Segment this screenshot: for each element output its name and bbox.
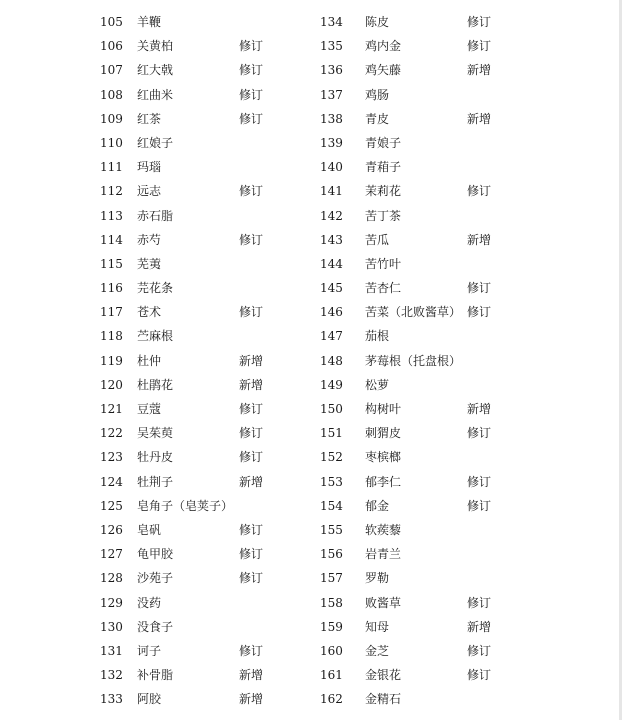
- item-number: 155: [320, 522, 343, 537]
- item-number: 128: [100, 571, 123, 586]
- item-number: 111: [100, 160, 123, 175]
- item-number: 106: [100, 39, 123, 54]
- item-number: 146: [320, 305, 343, 320]
- item-name: 没食子: [137, 619, 174, 634]
- item-number: 156: [320, 547, 343, 562]
- item-status: 修订: [239, 402, 264, 416]
- item-number: 159: [320, 619, 343, 634]
- item-number: 119: [100, 353, 123, 368]
- item-name: 诃子: [137, 643, 162, 658]
- item-status: 新增: [239, 692, 264, 707]
- item-status: 新增: [239, 474, 264, 489]
- item-status: 修订: [239, 643, 264, 658]
- item-number: 150: [320, 402, 343, 416]
- item-number: 140: [320, 160, 343, 175]
- item-name: 罗勒: [365, 571, 390, 586]
- item-name: 沙苑子: [137, 571, 174, 586]
- item-number: 122: [100, 426, 123, 441]
- item-number: 160: [320, 643, 343, 658]
- item-number: 148: [320, 353, 343, 368]
- item-name: 远志: [137, 184, 162, 199]
- item-status: 修订: [467, 498, 492, 513]
- item-name: 牡丹皮: [137, 450, 174, 465]
- item-number: 153: [320, 474, 343, 489]
- item-name: 红娘子: [137, 135, 174, 150]
- item-status: 修订: [239, 63, 264, 78]
- item-name: 岩青兰: [365, 547, 402, 562]
- item-number: 121: [100, 402, 123, 416]
- item-number: 138: [320, 111, 343, 126]
- item-name: 苦菜（北败酱草）: [365, 305, 462, 320]
- item-number: 133: [100, 692, 123, 707]
- item-number: 113: [100, 208, 123, 223]
- item-status: 修订: [239, 111, 264, 126]
- item-name: 松萝: [365, 377, 390, 392]
- item-status: 新增: [239, 353, 264, 368]
- item-name: 补骨脂: [137, 668, 174, 683]
- item-name: 苦瓜: [365, 232, 390, 247]
- item-number: 131: [100, 643, 123, 658]
- item-name: 枣槟榔: [365, 450, 402, 465]
- item-number: 110: [100, 135, 123, 150]
- item-number: 151: [320, 426, 343, 441]
- item-name: 知母: [365, 619, 390, 634]
- item-number: 162: [320, 692, 343, 707]
- item-name: 青皮: [365, 111, 390, 126]
- item-name: 红茶: [137, 111, 162, 126]
- item-status: 修订: [467, 281, 492, 296]
- item-number: 129: [100, 595, 123, 610]
- item-name: 金芝: [365, 643, 390, 658]
- item-number: 149: [320, 377, 343, 392]
- item-number: 142: [320, 208, 343, 223]
- item-number: 158: [320, 595, 343, 610]
- item-number: 157: [320, 571, 343, 586]
- item-status: 新增: [239, 377, 264, 392]
- item-status: 修订: [467, 15, 492, 29]
- item-name: 龟甲胶: [137, 547, 174, 562]
- item-number: 115: [100, 256, 123, 271]
- item-number: 147: [320, 329, 343, 344]
- item-number: 114: [100, 232, 123, 247]
- item-name: 芫花条: [137, 281, 174, 296]
- item-number: 143: [320, 232, 343, 247]
- item-status: 修订: [239, 547, 264, 562]
- item-name: 金银花: [365, 668, 402, 683]
- item-name: 关黄柏: [137, 39, 174, 54]
- item-number: 108: [100, 87, 123, 102]
- item-number: 132: [100, 668, 123, 683]
- item-name: 阿胶: [137, 692, 162, 707]
- item-number: 136: [320, 63, 343, 78]
- item-number: 127: [100, 547, 123, 562]
- item-name: 鸡肠: [365, 87, 390, 102]
- item-name: 刺猬皮: [365, 426, 402, 441]
- item-number: 120: [100, 377, 123, 392]
- item-status: 修订: [239, 305, 264, 320]
- item-status: 新增: [467, 63, 492, 78]
- item-name: 苦竹叶: [365, 256, 402, 271]
- item-name: 苍术: [137, 305, 162, 320]
- item-number: 118: [100, 329, 123, 344]
- item-status: 修订: [239, 39, 264, 54]
- item-status: 新增: [467, 232, 492, 247]
- item-number: 144: [320, 256, 343, 271]
- item-number: 137: [320, 87, 343, 102]
- item-number: 123: [100, 450, 123, 465]
- item-name: 苦杏仁: [365, 281, 402, 296]
- item-name: 苎麻根: [137, 329, 174, 344]
- item-name: 红曲米: [137, 87, 174, 102]
- item-name: 败酱草: [365, 595, 402, 610]
- item-name: 鸡矢藤: [365, 63, 402, 78]
- item-name: 郁李仁: [365, 474, 402, 489]
- item-name: 芜荑: [137, 256, 162, 271]
- item-number: 135: [320, 39, 343, 54]
- item-status: 修订: [239, 450, 264, 465]
- item-name: 青娘子: [365, 135, 402, 150]
- item-status: 修订: [467, 426, 492, 441]
- item-status: 修订: [467, 305, 492, 320]
- item-status: 修订: [467, 474, 492, 489]
- item-number: 161: [320, 668, 343, 683]
- item-number: 112: [100, 184, 123, 199]
- item-status: 新增: [239, 668, 264, 683]
- item-number: 139: [320, 135, 343, 150]
- item-name: 构树叶: [365, 402, 402, 416]
- item-name: 牡荆子: [137, 474, 174, 489]
- item-number: 117: [100, 305, 123, 320]
- item-status: 修订: [239, 571, 264, 586]
- item-number: 107: [100, 63, 123, 78]
- item-status: 修订: [467, 595, 492, 610]
- item-number: 152: [320, 450, 343, 465]
- item-name: 茅莓根（托盘根）: [365, 353, 462, 368]
- item-number: 145: [320, 281, 343, 296]
- item-status: 修订: [467, 643, 492, 658]
- item-status: 修订: [239, 184, 264, 199]
- item-status: 修订: [239, 522, 264, 537]
- item-name: 郁金: [365, 498, 390, 513]
- item-status: 修订: [467, 184, 492, 199]
- item-status: 新增: [467, 111, 492, 126]
- item-status: 新增: [467, 402, 492, 416]
- item-status: 修订: [239, 426, 264, 441]
- item-name: 青葙子: [365, 160, 402, 175]
- item-number: 105: [100, 15, 123, 29]
- item-name: 赤芍: [137, 232, 162, 247]
- item-name: 豆蔻: [137, 402, 162, 416]
- item-name: 茄根: [365, 329, 390, 344]
- item-name: 赤石脂: [137, 208, 174, 223]
- item-name: 玛瑙: [137, 160, 162, 175]
- item-status: 新增: [467, 619, 492, 634]
- item-name: 红大戟: [137, 63, 174, 78]
- item-name: 陈皮: [365, 15, 390, 29]
- item-number: 154: [320, 498, 343, 513]
- item-number: 134: [320, 15, 343, 29]
- item-name: 杜仲: [137, 353, 162, 368]
- item-name: 茉莉花: [365, 184, 402, 199]
- item-number: 126: [100, 522, 123, 537]
- item-name: 苦丁茶: [365, 208, 402, 223]
- item-number: 109: [100, 111, 123, 126]
- item-name: 吴茱萸: [137, 426, 174, 441]
- item-status: 修订: [467, 39, 492, 54]
- item-name: 皂角子（皂荚子）: [137, 498, 234, 513]
- item-name: 软蒺藜: [365, 522, 402, 537]
- item-status: 修订: [467, 668, 492, 683]
- item-number: 116: [100, 281, 123, 296]
- item-name: 鸡内金: [365, 39, 402, 54]
- item-status: 修订: [239, 87, 264, 102]
- item-number: 125: [100, 498, 123, 513]
- item-status: 修订: [239, 232, 264, 247]
- item-name: 杜鹃花: [137, 377, 174, 392]
- item-name: 没药: [137, 595, 162, 610]
- item-name: 皂矾: [137, 522, 162, 537]
- item-number: 141: [320, 184, 343, 199]
- item-number: 124: [100, 474, 123, 489]
- item-number: 130: [100, 619, 123, 634]
- item-name: 羊鞭: [137, 15, 162, 29]
- item-name: 金精石: [365, 692, 402, 707]
